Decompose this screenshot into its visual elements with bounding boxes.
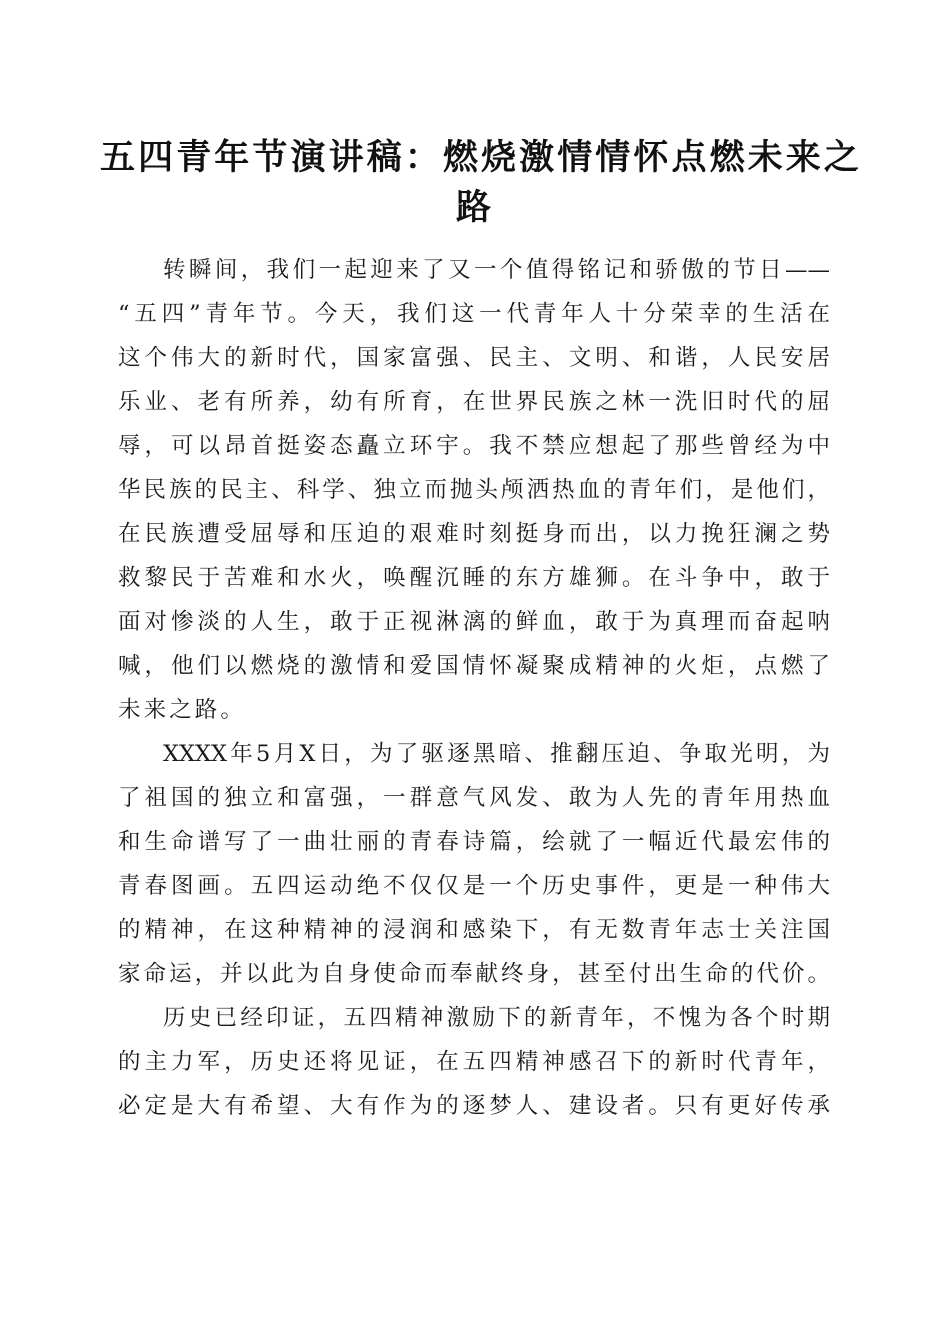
text-line: 华民族的民主、科学、独立而抛头颅洒热血的青年们，是他们， bbox=[118, 477, 830, 503]
paragraph-2 bbox=[118, 732, 830, 996]
text-line: 在民族遭受屈辱和压迫的艰难时刻挺身而出，以力挽狂澜之势 bbox=[118, 521, 830, 547]
text-line: 的精神，在这种精神的浸润和感染下，有无数青年志士关注国 bbox=[118, 917, 830, 943]
text-line: 乐业、老有所养，幼有所育，在世界民族之林一洗旧时代的屈 bbox=[118, 389, 830, 415]
text-line: “五四”青年节。今天，我们这一代青年人十分荣幸的生活在 bbox=[118, 301, 830, 327]
document-title bbox=[100, 133, 863, 233]
text-line: 历史已经印证，五四精神激励下的新青年，不愧为各个时期 bbox=[163, 1005, 830, 1031]
paragraph-1 bbox=[118, 248, 830, 732]
title-line: 五四青年节演讲稿：燃烧激情情怀点燃未来之 bbox=[100, 137, 863, 178]
text-line: 面对惨淡的人生，敢于正视淋漓的鲜血，敢于为真理而奋起呐 bbox=[118, 609, 830, 635]
paragraph-3 bbox=[118, 996, 830, 1128]
text-line: 这个伟大的新时代，国家富强、民主、文明、和谐，人民安居 bbox=[118, 345, 830, 371]
text-line: 辱，可以昂首挺姿态矗立环宇。我不禁应想起了那些曾经为中 bbox=[118, 433, 830, 459]
text-line: 转瞬间，我们一起迎来了又一个值得铭记和骄傲的节日—— bbox=[163, 257, 830, 283]
text-line: 了祖国的独立和富强，一群意气风发、敢为人先的青年用热血 bbox=[118, 785, 830, 811]
text-line: 喊，他们以燃烧的激情和爱国情怀凝聚成精神的火炬，点燃了 bbox=[118, 653, 830, 679]
text-line: 和生命谱写了一曲壮丽的青春诗篇，绘就了一幅近代最宏伟的 bbox=[118, 829, 830, 855]
text-line: 家命运，并以此为自身使命而奉献终身，甚至付出生命的代价。 bbox=[118, 961, 830, 987]
text-line: XXXX年5月X日，为了驱逐黑暗、推翻压迫、争取光明，为 bbox=[163, 741, 830, 767]
title-line: 路 bbox=[455, 187, 495, 228]
document-body bbox=[118, 248, 830, 1128]
text-line: 青春图画。五四运动绝不仅仅是一个历史事件，更是一种伟大 bbox=[118, 873, 830, 899]
text-line: 的主力军，历史还将见证，在五四精神感召下的新时代青年， bbox=[118, 1049, 830, 1075]
text-line: 未来之路。 bbox=[118, 697, 247, 723]
text-line: 救黎民于苦难和水火，唤醒沉睡的东方雄狮。在斗争中，敢于 bbox=[118, 565, 830, 591]
text-line: 必定是大有希望、大有作为的逐梦人、建设者。只有更好传承 bbox=[118, 1093, 830, 1119]
